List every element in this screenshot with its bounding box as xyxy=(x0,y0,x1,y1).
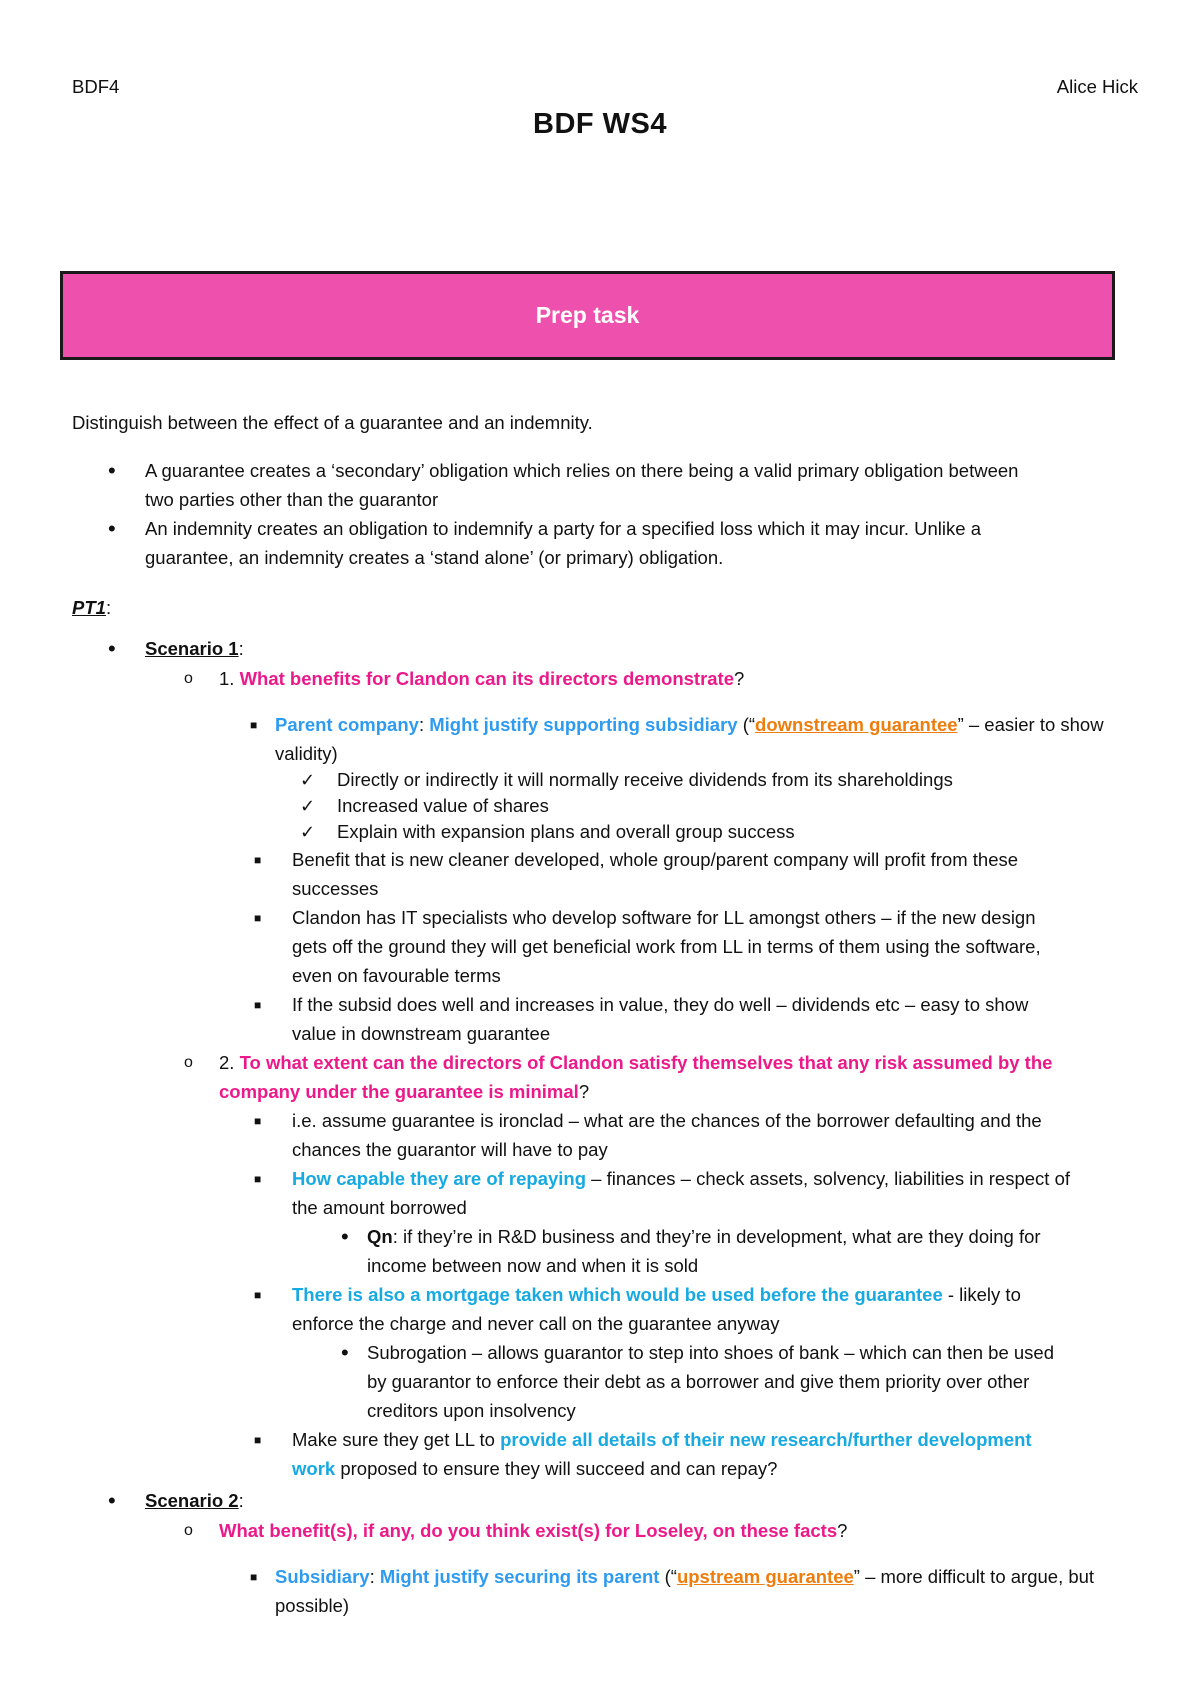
question-1-end: ? xyxy=(734,668,745,689)
subsidiary-colon: : xyxy=(369,1566,380,1587)
it-specialists-line-2: gets off the ground they will get beneficial work from LL in terms of them using the software, xyxy=(292,936,1041,957)
question-1 xyxy=(219,668,744,690)
question-2-text-2: company under the guarantee is minimal xyxy=(219,1081,579,1102)
square-bullet-icon: ■ xyxy=(250,718,258,732)
parent-company-lead: Parent company xyxy=(275,714,419,735)
subsidiary-line-2: possible) xyxy=(275,1595,350,1616)
scenario-2-colon: : xyxy=(238,1490,244,1511)
qn-lead: Qn xyxy=(367,1226,393,1247)
make-sure-line-1 xyxy=(292,1429,1032,1451)
ironclad-line-2: chances the guarantor will have to pay xyxy=(292,1139,608,1160)
check-mark-icon: ✓ xyxy=(300,822,316,842)
capable-line-1 xyxy=(292,1168,1070,1190)
square-bullet-icon: ■ xyxy=(250,1570,258,1584)
parent-company-open: (“ xyxy=(737,714,756,735)
bullet-icon: • xyxy=(341,1340,349,1365)
check-mark-icon: ✓ xyxy=(300,770,316,790)
scenario-2-question-end: ? xyxy=(837,1520,848,1541)
downstream-guarantee-term: downstream guarantee xyxy=(755,714,958,735)
make-sure-pre: Make sure they get LL to xyxy=(292,1429,501,1450)
parent-company-text: Might justify supporting subsidiary xyxy=(429,714,738,735)
check-item-3: Explain with expansion plans and overall group success xyxy=(337,821,795,842)
qn-line-1 xyxy=(367,1226,1041,1248)
scenario-1-label: Scenario 1 xyxy=(145,638,239,659)
subrogation-line-2: by guarantor to enforce their debt as a borrower and give them priority over other xyxy=(367,1371,1030,1392)
scenario-2-heading xyxy=(145,1490,244,1512)
question-1-text: What benefits for Clandon can its directors demonstrate xyxy=(239,668,735,689)
square-bullet-icon: ■ xyxy=(254,1172,262,1186)
question-2-end: ? xyxy=(578,1081,590,1102)
parent-company-colon: : xyxy=(418,714,430,735)
ironclad-line-1: i.e. assume guarantee is ironclad – what are the chances of the borrower defaulting and the xyxy=(292,1110,1042,1131)
capable-rest: – finances – check assets, solvency, liabilities in respect of xyxy=(586,1168,1071,1189)
square-bullet-icon: ■ xyxy=(254,1433,262,1447)
bullet-icon: • xyxy=(108,458,116,483)
qn-line-2: income between now and when it is sold xyxy=(367,1255,699,1276)
circle-bullet-icon: o xyxy=(184,1522,193,1539)
make-sure-highlight-2: work xyxy=(292,1458,336,1479)
check-mark-icon: ✓ xyxy=(300,796,316,816)
subsid-line-1: If the subsid does well and increases in value, they do well – dividends etc – easy to show xyxy=(292,994,1029,1015)
prep-task-label: Prep task xyxy=(535,302,640,328)
subsidiary-line-1 xyxy=(275,1566,1094,1588)
scenario-2-label: Scenario 2 xyxy=(145,1490,239,1511)
question-2-text-1: To what extent can the directors of Clandon satisfy themselves that any risk assumed by the xyxy=(239,1052,1053,1073)
page-title: BDF WS4 xyxy=(533,108,667,140)
pt1-heading xyxy=(72,597,111,619)
benefit-line-1: Benefit that is new cleaner developed, whole group/parent company will profit from these xyxy=(292,849,1019,870)
capable-lead: How capable they are of repaying xyxy=(292,1168,587,1189)
subsidiary-close: ” – more difficult to argue, but xyxy=(853,1566,1095,1587)
question-1-number: 1. xyxy=(219,668,240,689)
square-bullet-icon: ■ xyxy=(254,1288,262,1302)
benefit-line-2: successes xyxy=(292,878,379,899)
upstream-guarantee-term: upstream guarantee xyxy=(676,1566,854,1587)
subrogation-line-3: creditors upon insolvency xyxy=(367,1400,576,1421)
mortgage-line-2: enforce the charge and never call on the guarantee anyway xyxy=(292,1313,780,1334)
prep-task-banner xyxy=(60,271,1115,360)
subsidiary-open: (“ xyxy=(659,1566,677,1587)
circle-bullet-icon: o xyxy=(184,670,193,687)
subsid-line-2: value in downstream guarantee xyxy=(292,1023,551,1044)
check-item-2: Increased value of shares xyxy=(337,795,549,816)
intro-question: Distinguish between the effect of a guarantee and an indemnity. xyxy=(72,412,593,433)
guarantee-line-2: two parties other than the guarantor xyxy=(145,489,439,510)
make-sure-line-2 xyxy=(292,1458,777,1480)
bullet-icon: • xyxy=(108,516,116,541)
it-specialists-line-1: Clandon has IT specialists who develop software for LL amongst others – if the new design xyxy=(292,907,1036,928)
header-right: Alice Hick xyxy=(1056,76,1138,97)
pt1-colon: : xyxy=(105,597,112,618)
qn-text: : if they’re in R&D business and they’re in development, what are they doing for xyxy=(392,1226,1041,1247)
question-2-line-2 xyxy=(219,1081,589,1103)
indemnity-line-2: guarantee, an indemnity creates a ‘stand alone’ (or primary) obligation. xyxy=(145,547,724,568)
mortgage-lead: There is also a mortgage taken which would be used before the guarantee xyxy=(292,1284,943,1305)
make-sure-rest: proposed to ensure they will succeed and can repay? xyxy=(335,1458,778,1479)
scenario-2-question xyxy=(219,1520,847,1542)
capable-line-2: the amount borrowed xyxy=(292,1197,467,1218)
parent-company-close: ” – easier to show xyxy=(957,714,1104,735)
parent-company-line-2: validity) xyxy=(275,743,338,764)
mortgage-rest: - likely to xyxy=(942,1284,1021,1305)
indemnity-line-1: An indemnity creates an obligation to indemnify a party for a specified loss which it may incur. Unlike a xyxy=(145,518,981,539)
guarantee-line-1: A guarantee creates a ‘secondary’ obligation which relies on there being a valid primary obligation between xyxy=(145,460,1019,481)
subsidiary-text: Might justify securing its parent xyxy=(379,1566,660,1587)
mortgage-line-1 xyxy=(292,1284,1021,1306)
square-bullet-icon: ■ xyxy=(254,998,262,1012)
question-2-line-1 xyxy=(219,1052,1052,1074)
make-sure-highlight-1: provide all details of their new research/further development xyxy=(500,1429,1032,1450)
square-bullet-icon: ■ xyxy=(254,911,262,925)
parent-company-line-1 xyxy=(275,714,1104,736)
subrogation-line-1: Subrogation – allows guarantor to step into shoes of bank – which can then be used xyxy=(367,1342,1055,1363)
scenario-2-question-text: What benefit(s), if any, do you think exist(s) for Loseley, on these facts xyxy=(219,1520,838,1541)
subsidiary-lead: Subsidiary xyxy=(275,1566,370,1587)
square-bullet-icon: ■ xyxy=(254,853,262,867)
scenario-1-colon: : xyxy=(238,638,244,659)
bullet-icon: • xyxy=(108,1488,116,1513)
header-left: BDF4 xyxy=(72,76,120,97)
bullet-icon: • xyxy=(341,1224,349,1249)
circle-bullet-icon: o xyxy=(184,1054,193,1071)
question-2-number: 2. xyxy=(219,1052,240,1073)
square-bullet-icon: ■ xyxy=(254,1114,262,1128)
bullet-icon: • xyxy=(108,636,116,661)
pt1-label: PT1 xyxy=(72,597,106,618)
it-specialists-line-3: even on favourable terms xyxy=(292,965,501,986)
scenario-1-heading xyxy=(145,638,244,660)
check-item-1: Directly or indirectly it will normally receive dividends from its shareholdings xyxy=(337,769,953,790)
